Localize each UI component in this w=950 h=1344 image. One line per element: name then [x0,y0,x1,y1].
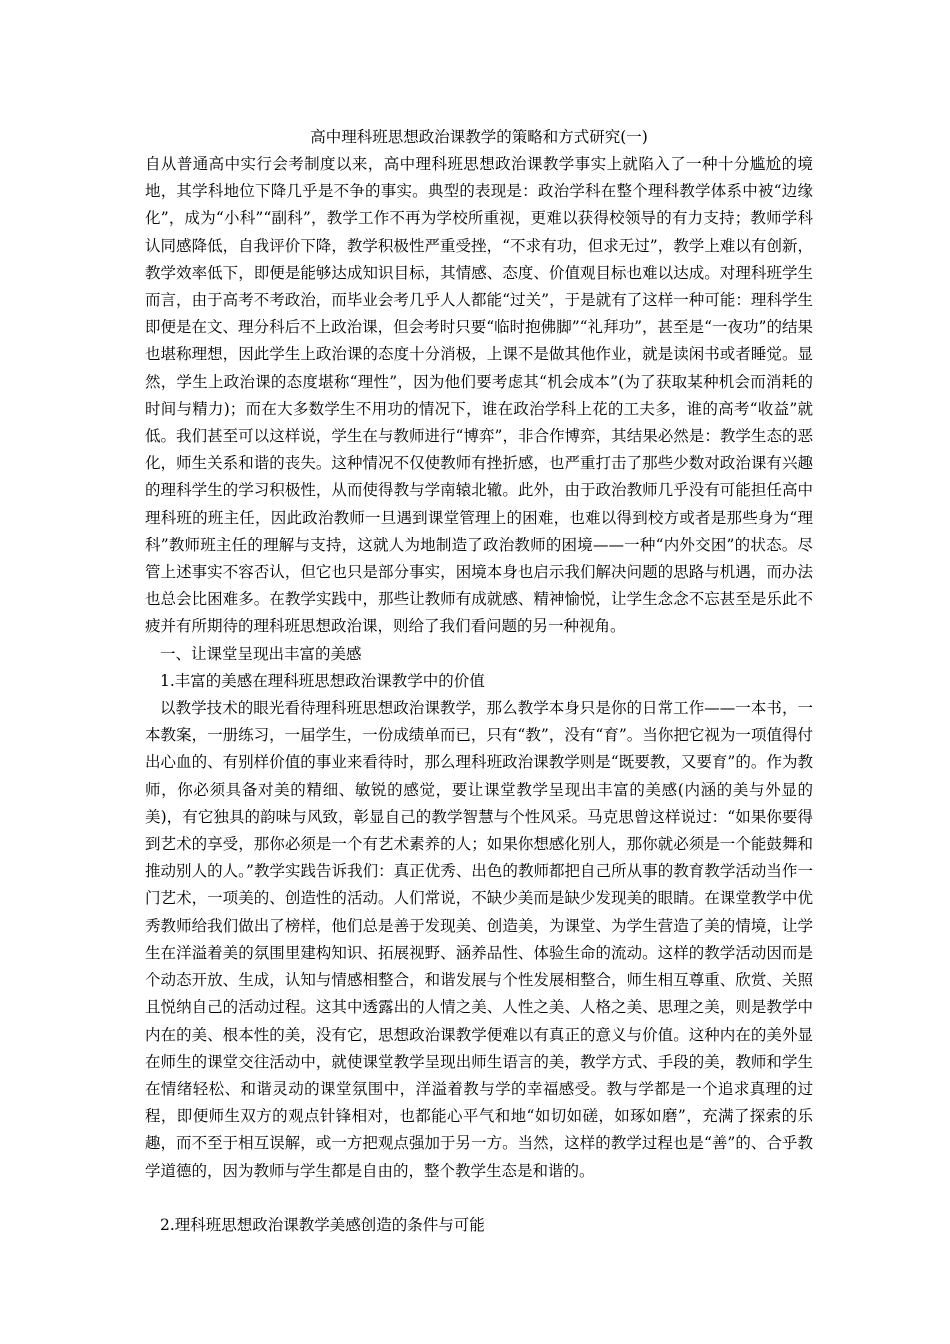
subsection-1-heading: 1.丰富的美感在理科班思想政治课教学中的价值 [160,671,485,690]
document-title: 高中理科班思想政治课教学的策略和方式研究(一) [310,128,648,146]
intro-paragraph: 自从普通高中实行会考制度以来，高中理科班思想政治课教学事实上就陷入了一种十分尴尬的境地，其学科地位下降几乎是不争的事实。典型的表现是：政治学科在整个理科教学体系中被“边缘化”，成为“小科”“副科”，教学工作不再为学校所重视，更难以获得校领导的有力支持；教师学科认同感降低，自我评价下降，教学积极性严重受挫，“不求有功，但求无过”，教学上难以有创新，教学效率低下，即便是能够达成知识目标，其情感、态度、价值观目标也难以达成。对理科班学生而言，由于高考不考政治，而毕业会考几乎人人都能“过关”，于是就有了这样一种可能：理科学生即便是在文、理分科后不上政治课，但会考时只要“临时抱佛脚”“礼拜功”，甚至是“一夜功”的结果也堪称理想，因此学生上政治课的态度十分消极，上课不是做其他作业，就是读闲书或者睡觉。显然，学生上政治课的态度堪称“理性”，因为他们要考虑其“机会成本”(为了获取某种机会而消耗的时间与精力)；而在大多数学生不用功的情况下，谁在政治学科上花的工夫多，谁的高考“收益”就低。我们甚至可以这样说，学生在与教师进行“博弈”，非合作博弈，其结果必然是：教学生态的恶化，师生关系和谐的丧失。这种情况不仅使教师有挫折感，也严重打击了那些少数对政治课有兴趣的理科学生的学习积极性，从而使得教与学南辕北辙。此外，由于政治教师几乎没有可能担任高中理科班的班主任，因此政治教师一旦遇到课堂管理上的困难，也难以得到校方或者是那些身为“理科”教师班主任的理解与支持，这就人为地制造了政治教师的困境——一种“内外交困”的状态。尽管上述事实不容否认，但它也只是部分事实，困境本身也启示我们解决问题的思路与机遇，而办法也总会比困难多。在教学实践中，那些让教师有成就感、精神愉悦，让学生念念不忘甚至是乐此不疲并有所期待的理科班思想政治课，则给了我们看问题的另一种视角。 [145,155,813,636]
subsection-1-paragraph: 以教学技术的眼光看待理科班思想政治课教学，那么教学本身只是你的日常工作——一本书，一本教案，一册练习，一届学生，一份成绩单而已，只有“教”，没有“育”。当你把它视为一项值得付出心血的、有别样价值的事业来看待时，那么理科班政治课教学则是“既要教，又要育”的。作为教师，你必须具备对美的精细、敏锐的感觉，要让课堂教学呈现出丰富的美感(内涵的美与外显的美)，有它独具的韵味与风致，彰显自己的教学智慧与个性风采。马克思曾这样说过：“如果你要得到艺术的享受，那你必须是一个有艺术素养的人；如果你想感化别人，那你就必须是一个能鼓舞和推动别人的人。”教学实践告诉我们：真正优秀、出色的教师都把自己所从事的教育教学活动当作一门艺术，一项美的、创造性的活动。人们常说，不缺少美而是缺少发现美的眼睛。在课堂教学中优秀教师给我们做出了榜样，他们总是善于发现美、创造美，为课堂、为学生营造了美的情境，让学生在洋溢着美的氛围里建构知识、拓展视野、涵养品性、体验生命的流动。这样的教学活动因而是个动态开放、生成，认知与情感相整合，和谐发展与个性发展相整合，师生相互尊重、欣赏、关照且悦纳自己的活动过程。这其中透露出的人情之美、人性之美、人格之美、思理之美，则是教学中内在的美、根本性的美，没有它，思想政治课教学便难以有真正的意义与价值。这种内在的美外显在师生的课堂交往活动中，就使课堂教学呈现出师生语言的美，教学方式、手段的美，教师和学生在情绪轻松、和谐灵动的课堂氛围中，洋溢着教与学的幸福感受。教与学都是一个追求真理的过程，即便师生双方的观点针锋相对，也都能心平气和地“如切如磋，如琢如磨”，充满了探索的乐趣，而不至于相互误解，或一方把观点强加于另一方。当然，这样的教学过程也是“善”的、合乎教学道德的，因为教师与学生都是自由的，整个教学生态是和谐的。 [145,699,813,1180]
blank-line [145,1185,813,1212]
section-heading: 一、让课堂呈现出丰富的美感 [160,644,362,663]
subsection-2-heading: 2.理科班思想政治课教学美感创造的条件与可能 [160,1215,485,1234]
document-page [145,124,813,1239]
